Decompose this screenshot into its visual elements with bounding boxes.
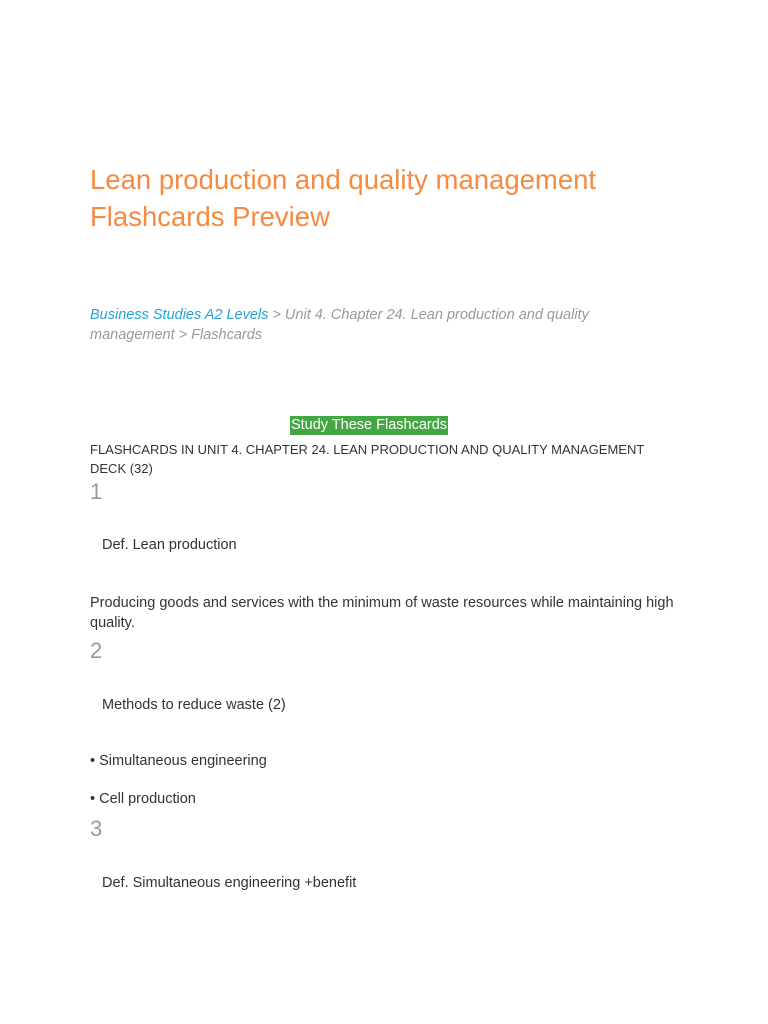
breadcrumb	[90, 305, 650, 345]
breadcrumb-link-business-studies[interactable]: Business Studies A2 Levels	[90, 307, 269, 323]
card-answer: Producing goods and services with the minimum of waste resources while maintaining high quality.	[90, 595, 674, 631]
card-number: 1	[90, 479, 103, 504]
card-answer-bullet: • Cell production	[90, 791, 196, 807]
deck-heading: FLASHCARDS IN UNIT 4. CHAPTER 24. LEAN PRODUCTION AND QUALITY MANAGEMENT DECK (32)	[90, 442, 645, 476]
card-question: Def. Lean production	[102, 537, 237, 553]
page-title	[90, 161, 690, 235]
breadcrumb-trail: > Unit 4. Chapter 24. Lean production and quality management > Flashcards	[90, 307, 589, 343]
study-button-container	[0, 416, 738, 435]
card-question: Methods to reduce waste (2)	[102, 697, 286, 713]
card-number: 2	[90, 638, 103, 663]
card-number: 3	[90, 816, 103, 841]
page-title-line-2: Flashcards Preview	[90, 201, 330, 232]
study-flashcards-button[interactable]: Study These Flashcards	[290, 417, 448, 433]
page-title-line-1: Lean production and quality management	[90, 164, 597, 195]
card-question: Def. Simultaneous engineering +benefit	[102, 875, 357, 891]
card-answer-bullet: • Simultaneous engineering	[90, 753, 267, 769]
